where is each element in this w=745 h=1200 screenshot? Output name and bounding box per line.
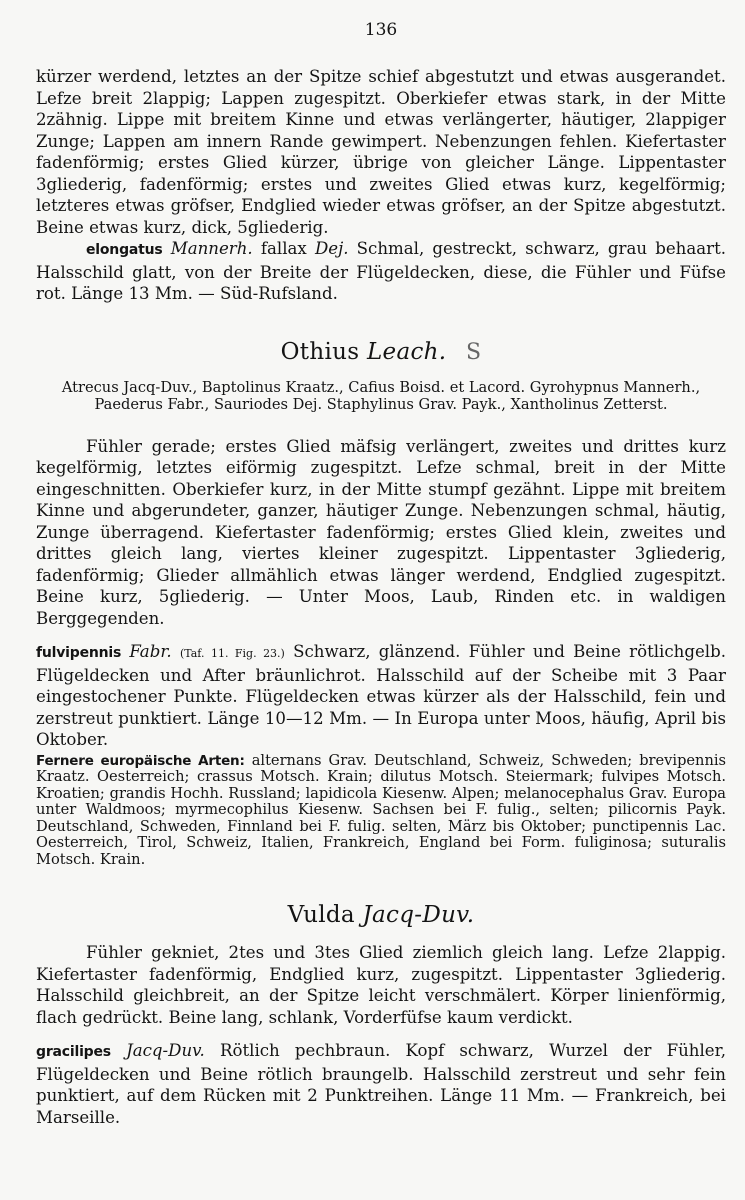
- genus-heading-othius: [36, 339, 726, 365]
- spacer: [36, 629, 726, 641]
- continuation-paragraph: kürzer werdend, letztes an der Spitze schief abgestutzt und etwas ausgerandet. Lefze breit 2lappig; Lappen zugespitzt. Oberkiefer etwas stark, in der Mitte 2zähnig. Lippe mit breitem Kinne und etwas verlängerter, häutiger, 2lappiger Zunge; Lappen am innern Rande gewimpert. Nebenzungen fehlen. Kiefertaster fadenförmig; erstes Glied kürzer, übrige von gleicher Länge. Lippentaster 3gliederig, fadenförmig; erstes und zweites Glied etwas kurz, kegelförmig; letzteres etwas gröfser, Endglied wieder etwas gröfser, an der Spitze abgestutzt. Beine etwas kurz, dick, 5gliederig.: [36, 67, 726, 237]
- species-description: Schmal, gestreckt, schwarz, grau behaart. Halsschild glatt, von der Breite der Flügeldecken, diese, die Fühler und Füfse rot. Länge 13 Mm. — Süd-Rufsland.: [36, 239, 727, 303]
- species-name: fulvipennis: [36, 645, 122, 661]
- synonym-author: Dej.: [314, 239, 349, 258]
- further-species-label: Fernere europäische Arten:: [36, 752, 245, 769]
- species-elongatus: [36, 238, 726, 305]
- genus-synonyms: Atrecus Jacq-Duv., Baptolinus Kraatz., Cafius Boisd. et Lacord. Gyrohypnus Mannerh., Paederus Fabr., Sauriodes Dej. Staphylinus Grav. Payk., Xantholinus Zetterst.: [61, 378, 701, 413]
- genus-description-vulda: Fühler gekniet, 2tes und 3tes Glied ziemlich gleich lang. Lefze 2lappig. Kiefertaster fadenförmig, Endglied kurz, zugespitzt. Lippentaster 3gliederig. Halsschild gleichbreit, an der Spitze leicht verschmälert. Körper linienförmig, flach gedrückt. Beine lang, schlank, Vorderfüfse kaum verdickt.: [36, 943, 726, 1027]
- genus-name: Othius: [280, 338, 360, 365]
- synonym-name: fallax: [260, 239, 307, 258]
- species-name: gracilipes: [36, 1044, 111, 1060]
- genus-heading-vulda: [36, 902, 726, 928]
- spacer: [36, 1028, 726, 1040]
- species-name: elongatus: [86, 242, 163, 258]
- species-description: Rötlich pechbraun. Kopf schwarz, Wurzel der Fühler, Flügeldecken und Beine rötlich braungelb. Halsschild zerstreut und sehr fein punktiert, auf dem Rücken mit 2 Punktreihen. Länge 11 Mm. — Frankreich, bei Marseille.: [36, 1041, 727, 1127]
- genus-name: Vulda: [287, 902, 355, 928]
- genus-description-othius: Fühler gerade; erstes Glied mäfsig verlängert, zweites und drittes kurz kegelförmig, letztes eiförmig zugespitzt. Lefze schmal, breit in der Mitte eingeschnitten. Oberkiefer kurz, in der Mitte stumpf gezähnt. Lippe mit breitem Kinne und abgerundeter, ganzer, häutiger Zunge. Nebenzungen schmal, häutig, Zunge überragend. Kiefertaster fadenförmig; erstes Glied klein, zweites und drittes gleich lang, viertes kleiner zugespitzt. Lippentaster 3gliederig, fadenförmig; Glieder allmählich etwas länger werdend, Endglied zugespitzt. Beine kurz, 5gliederig. — Unter Moos, Laub, Rinden etc. in waldigen Berggegenden.: [36, 436, 726, 628]
- page-number: 136: [364, 20, 398, 40]
- margin-mark: S: [465, 339, 482, 365]
- further-species: [36, 753, 726, 869]
- species-fulvipennis: [36, 641, 726, 751]
- further-species-list: alternans Grav. Deutschland, Schweiz, Schweden; brevipennis Kraatz. Oesterreich; crassus Motsch. Krain; dilutus Motsch. Steiermark; fulvipes Motsch. Kroatien; grandis Hochh. Russland; lapidicola Kiesenw. Alpen; melanocephalus Grav. Europa unter Waldmoos; myrmecophilus Kiesenw. Sachsen bei F. fulig., selten; pilicornis Payk. Deutschland, Schweden, Finnland bei F. fulig. selten, März bis Oktober; punctipennis Lac. Oesterreich, Tirol, Schweiz, Italien, Frankreich, England bei Form. fuliginosa; suturalis Motsch. Krain.: [36, 751, 727, 868]
- figure-reference: (Taf. 11. Fig. 23.): [179, 647, 285, 660]
- species-author: Fabr.: [129, 642, 172, 661]
- book-page: [36, 20, 726, 1128]
- species-gracilipes: [36, 1040, 726, 1128]
- species-author: Mannerh.: [170, 239, 253, 258]
- genus-author: Jacq-Duv.: [362, 902, 475, 928]
- species-author: Jacq-Duv.: [126, 1041, 205, 1060]
- species-description: Schwarz, glänzend. Fühler und Beine rötlichgelb. Flügeldecken und After bräunlichrot. Halsschild auf der Scheibe mit 3 Paar eingestochener Punkte. Flügeldecken etwas kürzer als der Halsschild, fein und zerstreut punktiert. Länge 10—12 Mm. — In Europa unter Moos, häufig, April bis Oktober.: [36, 642, 726, 749]
- genus-author: Leach.: [366, 338, 447, 365]
